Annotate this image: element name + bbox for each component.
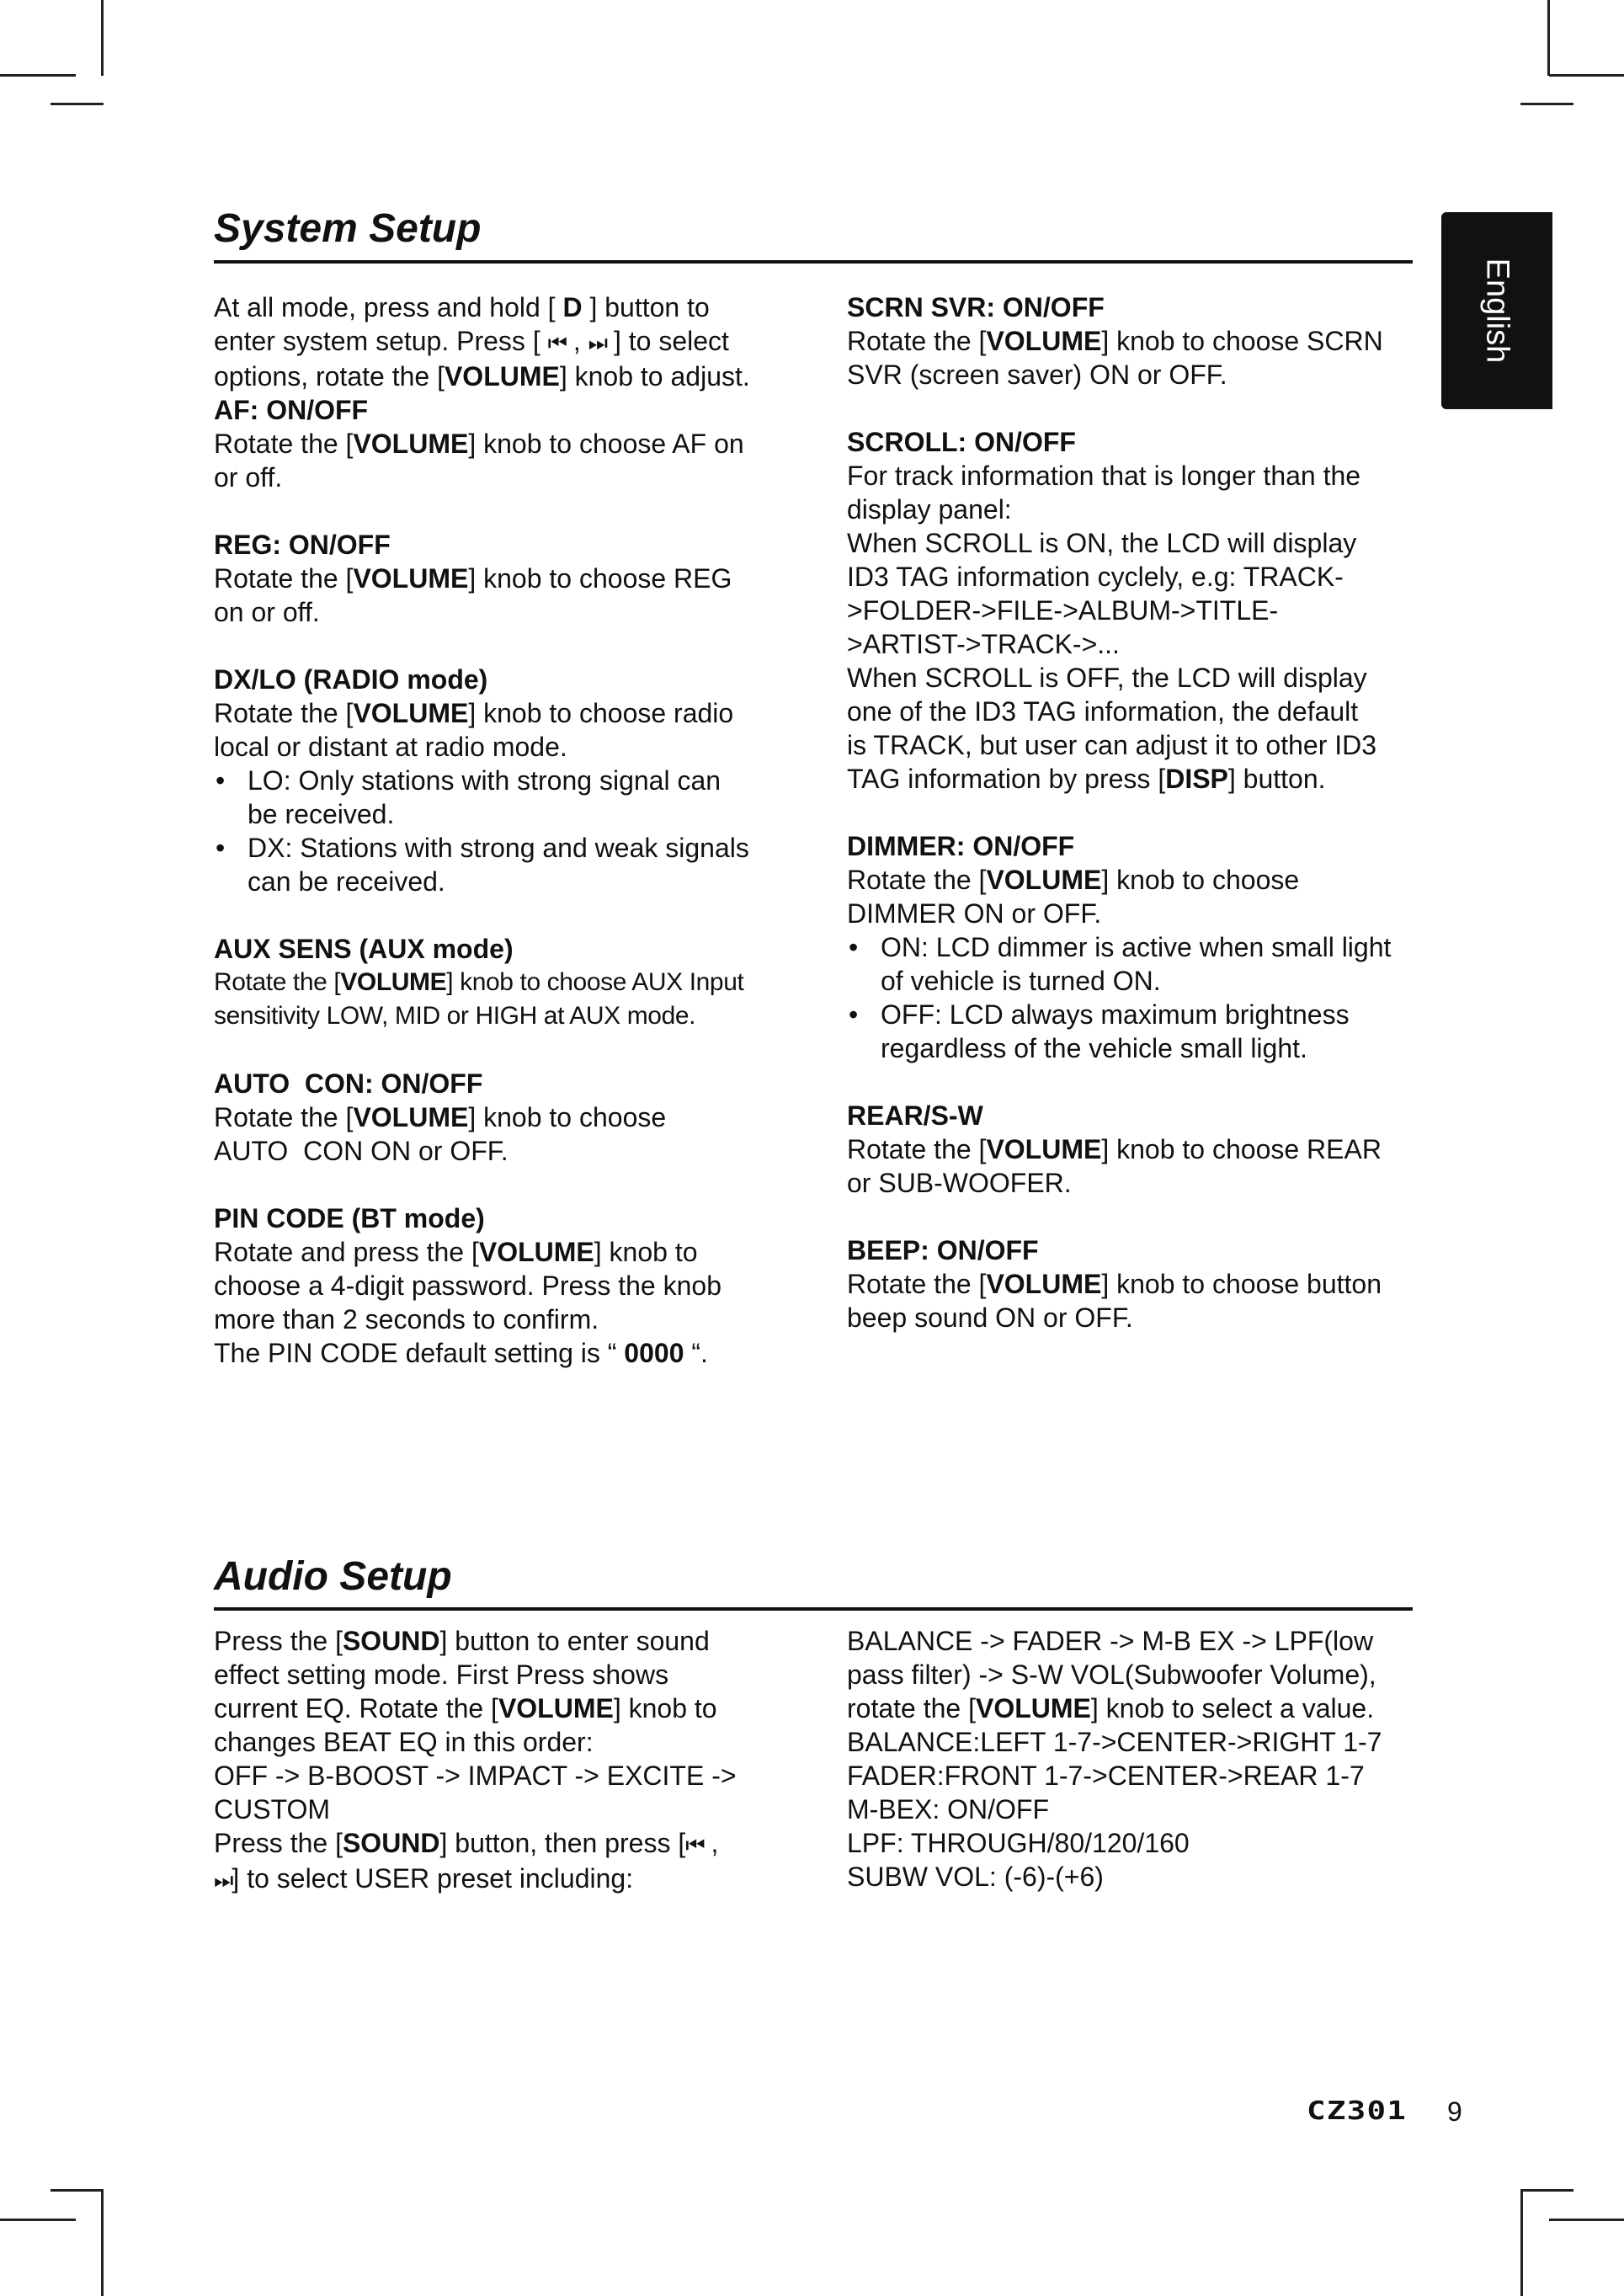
model-name: CZ301	[1307, 2096, 1408, 2126]
system-setup-left-column	[214, 290, 786, 1404]
setting-heading: AF: ON/OFF	[214, 395, 369, 425]
crop-mark	[0, 74, 76, 77]
crop-mark	[1520, 103, 1573, 105]
crop-mark	[1549, 2219, 1624, 2221]
setting-reg	[214, 528, 786, 629]
next-track-icon: ⏭	[214, 1867, 232, 1893]
setting-heading: DIMMER: ON/OFF	[847, 831, 1075, 861]
section-rule	[214, 260, 1413, 264]
setting-description: Rotate the [VOLUME] knob to choose SCRN SVR (screen saver) ON or OFF.	[847, 326, 1383, 390]
setting-auto-con	[214, 1067, 786, 1168]
setting-heading: DX/LO (RADIO mode)	[214, 664, 488, 695]
setting-heading: AUX SENS (AUX mode)	[214, 934, 514, 964]
setting-dx-lo	[214, 663, 786, 898]
setting-scrn-svr	[847, 290, 1419, 392]
section-rule	[214, 1607, 1413, 1611]
crop-mark	[1547, 0, 1550, 76]
pin-default-code: 0000	[624, 1338, 684, 1368]
crop-mark	[101, 2189, 104, 2296]
list-item: • LO: Only stations with strong signal can be received.	[214, 764, 786, 831]
setting-description: Rotate the [VOLUME] knob to choose AUX Input sensitivity LOW, MID or HIGH at AUX mode.	[214, 968, 744, 1030]
list-item: • ON: LCD dimmer is active when small light of vehicle is turned ON.	[847, 930, 1419, 998]
language-tab-label: English	[1479, 258, 1515, 364]
setting-description: Rotate the [VOLUME] knob to choose button beep sound ON or OFF.	[847, 1269, 1382, 1333]
setting-description: Rotate the [VOLUME] knob to choose REAR or SUB-WOOFER.	[847, 1134, 1382, 1198]
audio-setup-left-column	[214, 1624, 786, 1897]
list-item: • DX: Stations with strong and weak signals can be received.	[214, 831, 786, 898]
setting-description: Rotate the [VOLUME] knob to choose DIMMER ON or OFF.	[847, 865, 1300, 929]
next-track-icon: ⏭	[588, 330, 607, 355]
setting-heading: AUTO CON: ON/OFF	[214, 1068, 483, 1099]
crop-mark	[1520, 2189, 1573, 2192]
setting-description: For track information that is longer than the display panel: When SCROLL is ON, the LCD will display ID3 TAG information cyclely, e.g: TRACK- >FOLDER->FILE->ALBUM->TITLE- >ARTIST->TRACK->... When SCROLL is OFF, the LCD will display one of the ID3 TAG information, the default is TRACK, but user can adjust it to other ID3 TAG information by press [DISP] button.	[847, 461, 1377, 794]
setting-description: Rotate the [VOLUME] knob to choose AUTO CON ON or OFF.	[214, 1102, 667, 1166]
setting-dimmer	[847, 829, 1419, 1065]
setting-beep	[847, 1233, 1419, 1334]
section-title-system-setup: System Setup	[214, 206, 482, 251]
setting-scroll	[847, 425, 1419, 796]
language-tab	[1441, 212, 1552, 409]
setting-heading: SCROLL: ON/OFF	[847, 427, 1076, 457]
setting-heading: BEEP: ON/OFF	[847, 1235, 1039, 1265]
crop-mark	[1520, 2189, 1523, 2296]
audio-setup-right-column	[847, 1624, 1419, 1894]
setting-heading: REG: ON/OFF	[214, 530, 391, 560]
crop-mark	[1549, 74, 1624, 77]
previous-track-icon: ⏮	[685, 1832, 704, 1857]
setting-description: Rotate and press the [VOLUME] knob to choose a 4-digit password. Press the knob more than 2 seconds to confirm. The PIN CODE default setting is “ 0000 “.	[214, 1237, 721, 1368]
section-title-audio-setup: Audio Setup	[214, 1554, 452, 1599]
setting-heading: REAR/S-W	[847, 1100, 983, 1131]
crop-mark	[51, 2189, 104, 2192]
crop-mark	[0, 2219, 76, 2221]
list-item: • OFF: LCD always maximum brightness regardless of the vehicle small light.	[847, 998, 1419, 1065]
previous-track-icon: ⏮	[547, 330, 566, 355]
setting-description: Rotate the [VOLUME] knob to choose AF on or off.	[214, 429, 744, 493]
setting-description: Rotate the [VOLUME] knob to choose REG on or off.	[214, 563, 732, 627]
setting-aux-sens	[214, 932, 786, 1033]
crop-mark	[101, 0, 104, 76]
setting-rear-sw	[847, 1099, 1419, 1200]
audio-setup-paragraph: Press the [SOUND] button, then press [⏮ , ⏭] to select USER preset including:	[214, 1828, 719, 1894]
setting-description: Rotate the [VOLUME] knob to choose radio local or distant at radio mode.	[214, 698, 734, 762]
audio-setup-paragraph: Press the [SOUND] button to enter sound effect setting mode. First Press shows current EQ. Rotate the [VOLUME] knob to changes BEAT EQ in this order: OFF -> B-BOOST -> IMPACT -> EXCITE -> CUSTOM	[214, 1626, 737, 1825]
bullet-list	[847, 930, 1419, 1065]
page-number: 9	[1447, 2096, 1462, 2127]
audio-setup-paragraph: BALANCE -> FADER -> M-B EX -> LPF(low pass filter) -> S-W VOL(Subwoofer Volume), rotate the [VOLUME] knob to select a value. BALANCE:LEFT 1-7->CENTER->RIGHT 1-7 FADER:FRONT 1-7->CENTER->REAR 1-7 M-BEX: ON/OFF LPF: THROUGH/80/120/160 SUBW VOL: (-6)-(+6)	[847, 1626, 1382, 1892]
intro-paragraph: At all mode, press and hold [ D ] button to enter system setup. Press [ ⏮ , ⏭ ] to select options, rotate the [VOLUME] knob to adjust.	[214, 292, 750, 392]
setting-af	[214, 393, 786, 494]
setting-pin-code	[214, 1201, 786, 1370]
setting-heading: PIN CODE (BT mode)	[214, 1203, 485, 1233]
crop-mark	[51, 103, 104, 105]
setting-heading: SCRN SVR: ON/OFF	[847, 292, 1105, 322]
bullet-list	[214, 764, 786, 898]
system-setup-right-column	[847, 290, 1419, 1368]
